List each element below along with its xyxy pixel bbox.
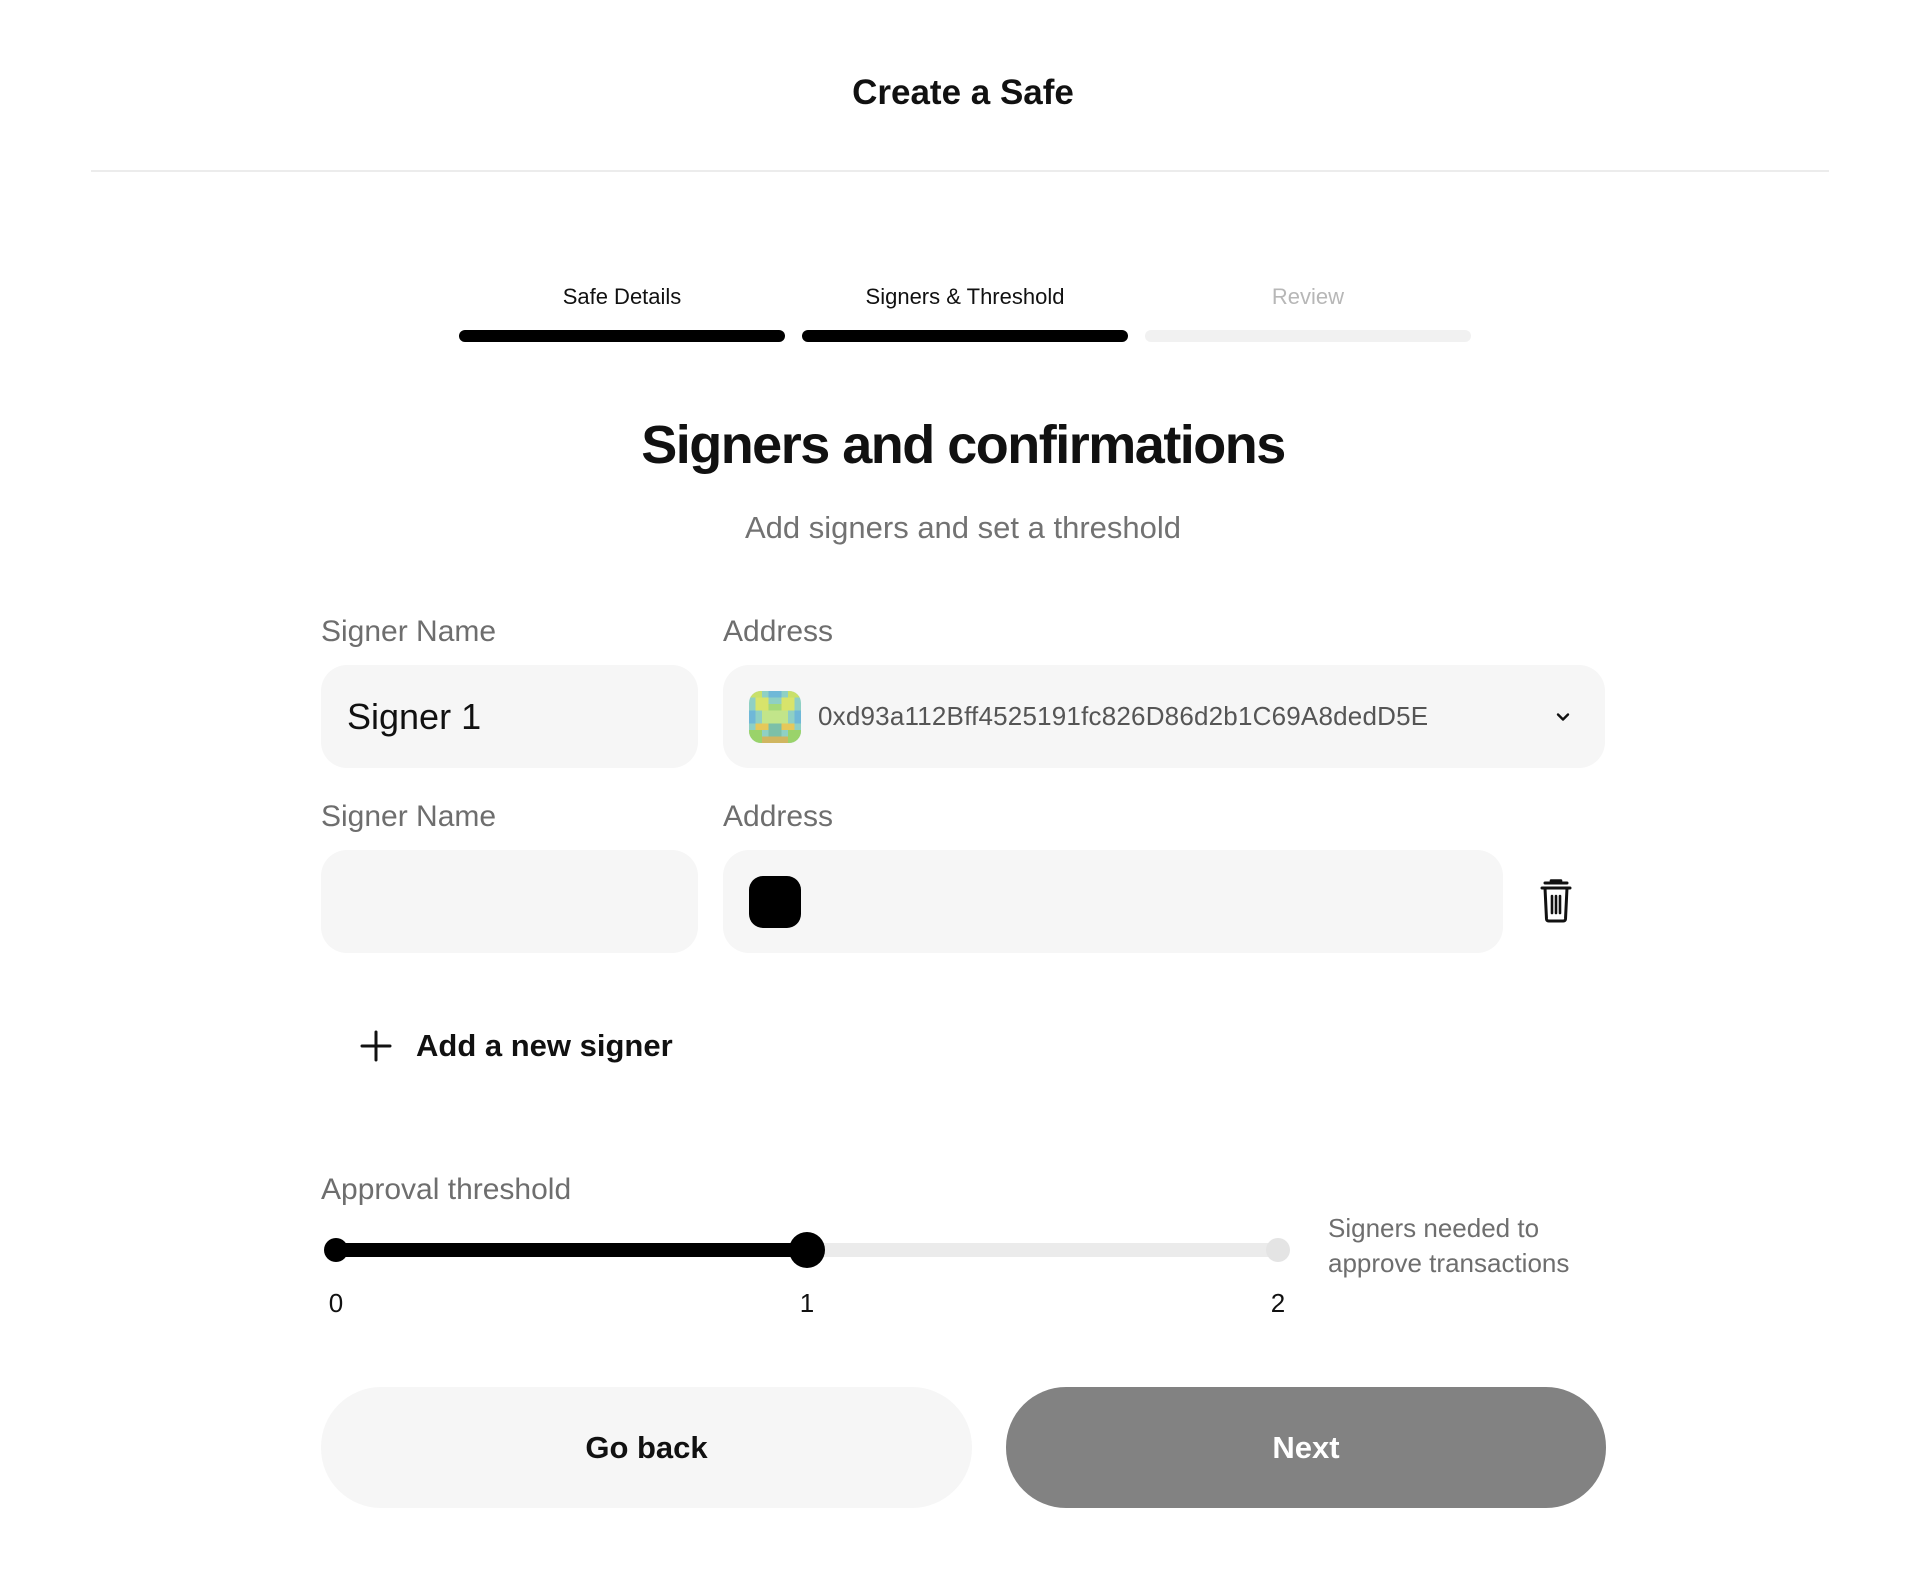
- slider-fill: [336, 1243, 807, 1257]
- chevron-down-icon[interactable]: [1551, 705, 1575, 729]
- step-review: [1145, 282, 1471, 312]
- slider-step-dot[interactable]: [324, 1238, 348, 1262]
- identicon-icon: [749, 691, 801, 743]
- step-signers-threshold[interactable]: [802, 282, 1128, 312]
- header-divider: [91, 170, 1829, 172]
- add-signer-button[interactable]: [360, 1024, 673, 1068]
- slider-tick-label: 1: [799, 1288, 815, 1318]
- threshold-slider[interactable]: [321, 1230, 1293, 1270]
- address-label: Address: [723, 615, 834, 648]
- step-progress-bar: [459, 330, 785, 342]
- section-title: Signers and confirmations: [641, 415, 1285, 475]
- add-signer-label: Add a new signer: [416, 1028, 673, 1063]
- signer-name-label: Signer Name: [321, 800, 497, 833]
- address-value: 0xd93a112Bff4525191fc826D86d2b1C69A8dedD5E: [818, 701, 1429, 731]
- address-input[interactable]: [723, 850, 1503, 953]
- section-subtitle: Add signers and set a threshold: [745, 510, 1181, 545]
- slider-tick-label: 2: [1270, 1288, 1286, 1318]
- step-progress-bar: [1145, 330, 1471, 342]
- next-button[interactable]: Next: [1006, 1387, 1606, 1508]
- signer-name-input[interactable]: [321, 850, 698, 953]
- page-title: Create a Safe: [852, 73, 1074, 112]
- trash-icon[interactable]: [1537, 879, 1575, 923]
- step-safe-details[interactable]: [459, 282, 785, 312]
- step-label: Signers & Threshold: [865, 284, 1065, 309]
- slider-step-dot[interactable]: [1266, 1238, 1290, 1262]
- address-select[interactable]: [723, 665, 1605, 768]
- step-label: Review: [1271, 284, 1345, 309]
- signer-name-label: Signer Name: [321, 615, 497, 648]
- blank-avatar-icon: [749, 876, 801, 928]
- go-back-button[interactable]: Go back: [321, 1387, 972, 1508]
- address-label: Address: [723, 800, 834, 833]
- slider-tick-label: 0: [328, 1288, 344, 1318]
- step-label: Safe Details: [562, 284, 682, 309]
- threshold-label: Approval threshold: [321, 1173, 572, 1206]
- signer-name-input[interactable]: [321, 665, 698, 768]
- threshold-help-text: Signers needed to approve transactions: [1328, 1213, 1570, 1278]
- plus-icon: [360, 1030, 392, 1062]
- slider-thumb[interactable]: [789, 1232, 825, 1268]
- step-progress-bar: [802, 330, 1128, 342]
